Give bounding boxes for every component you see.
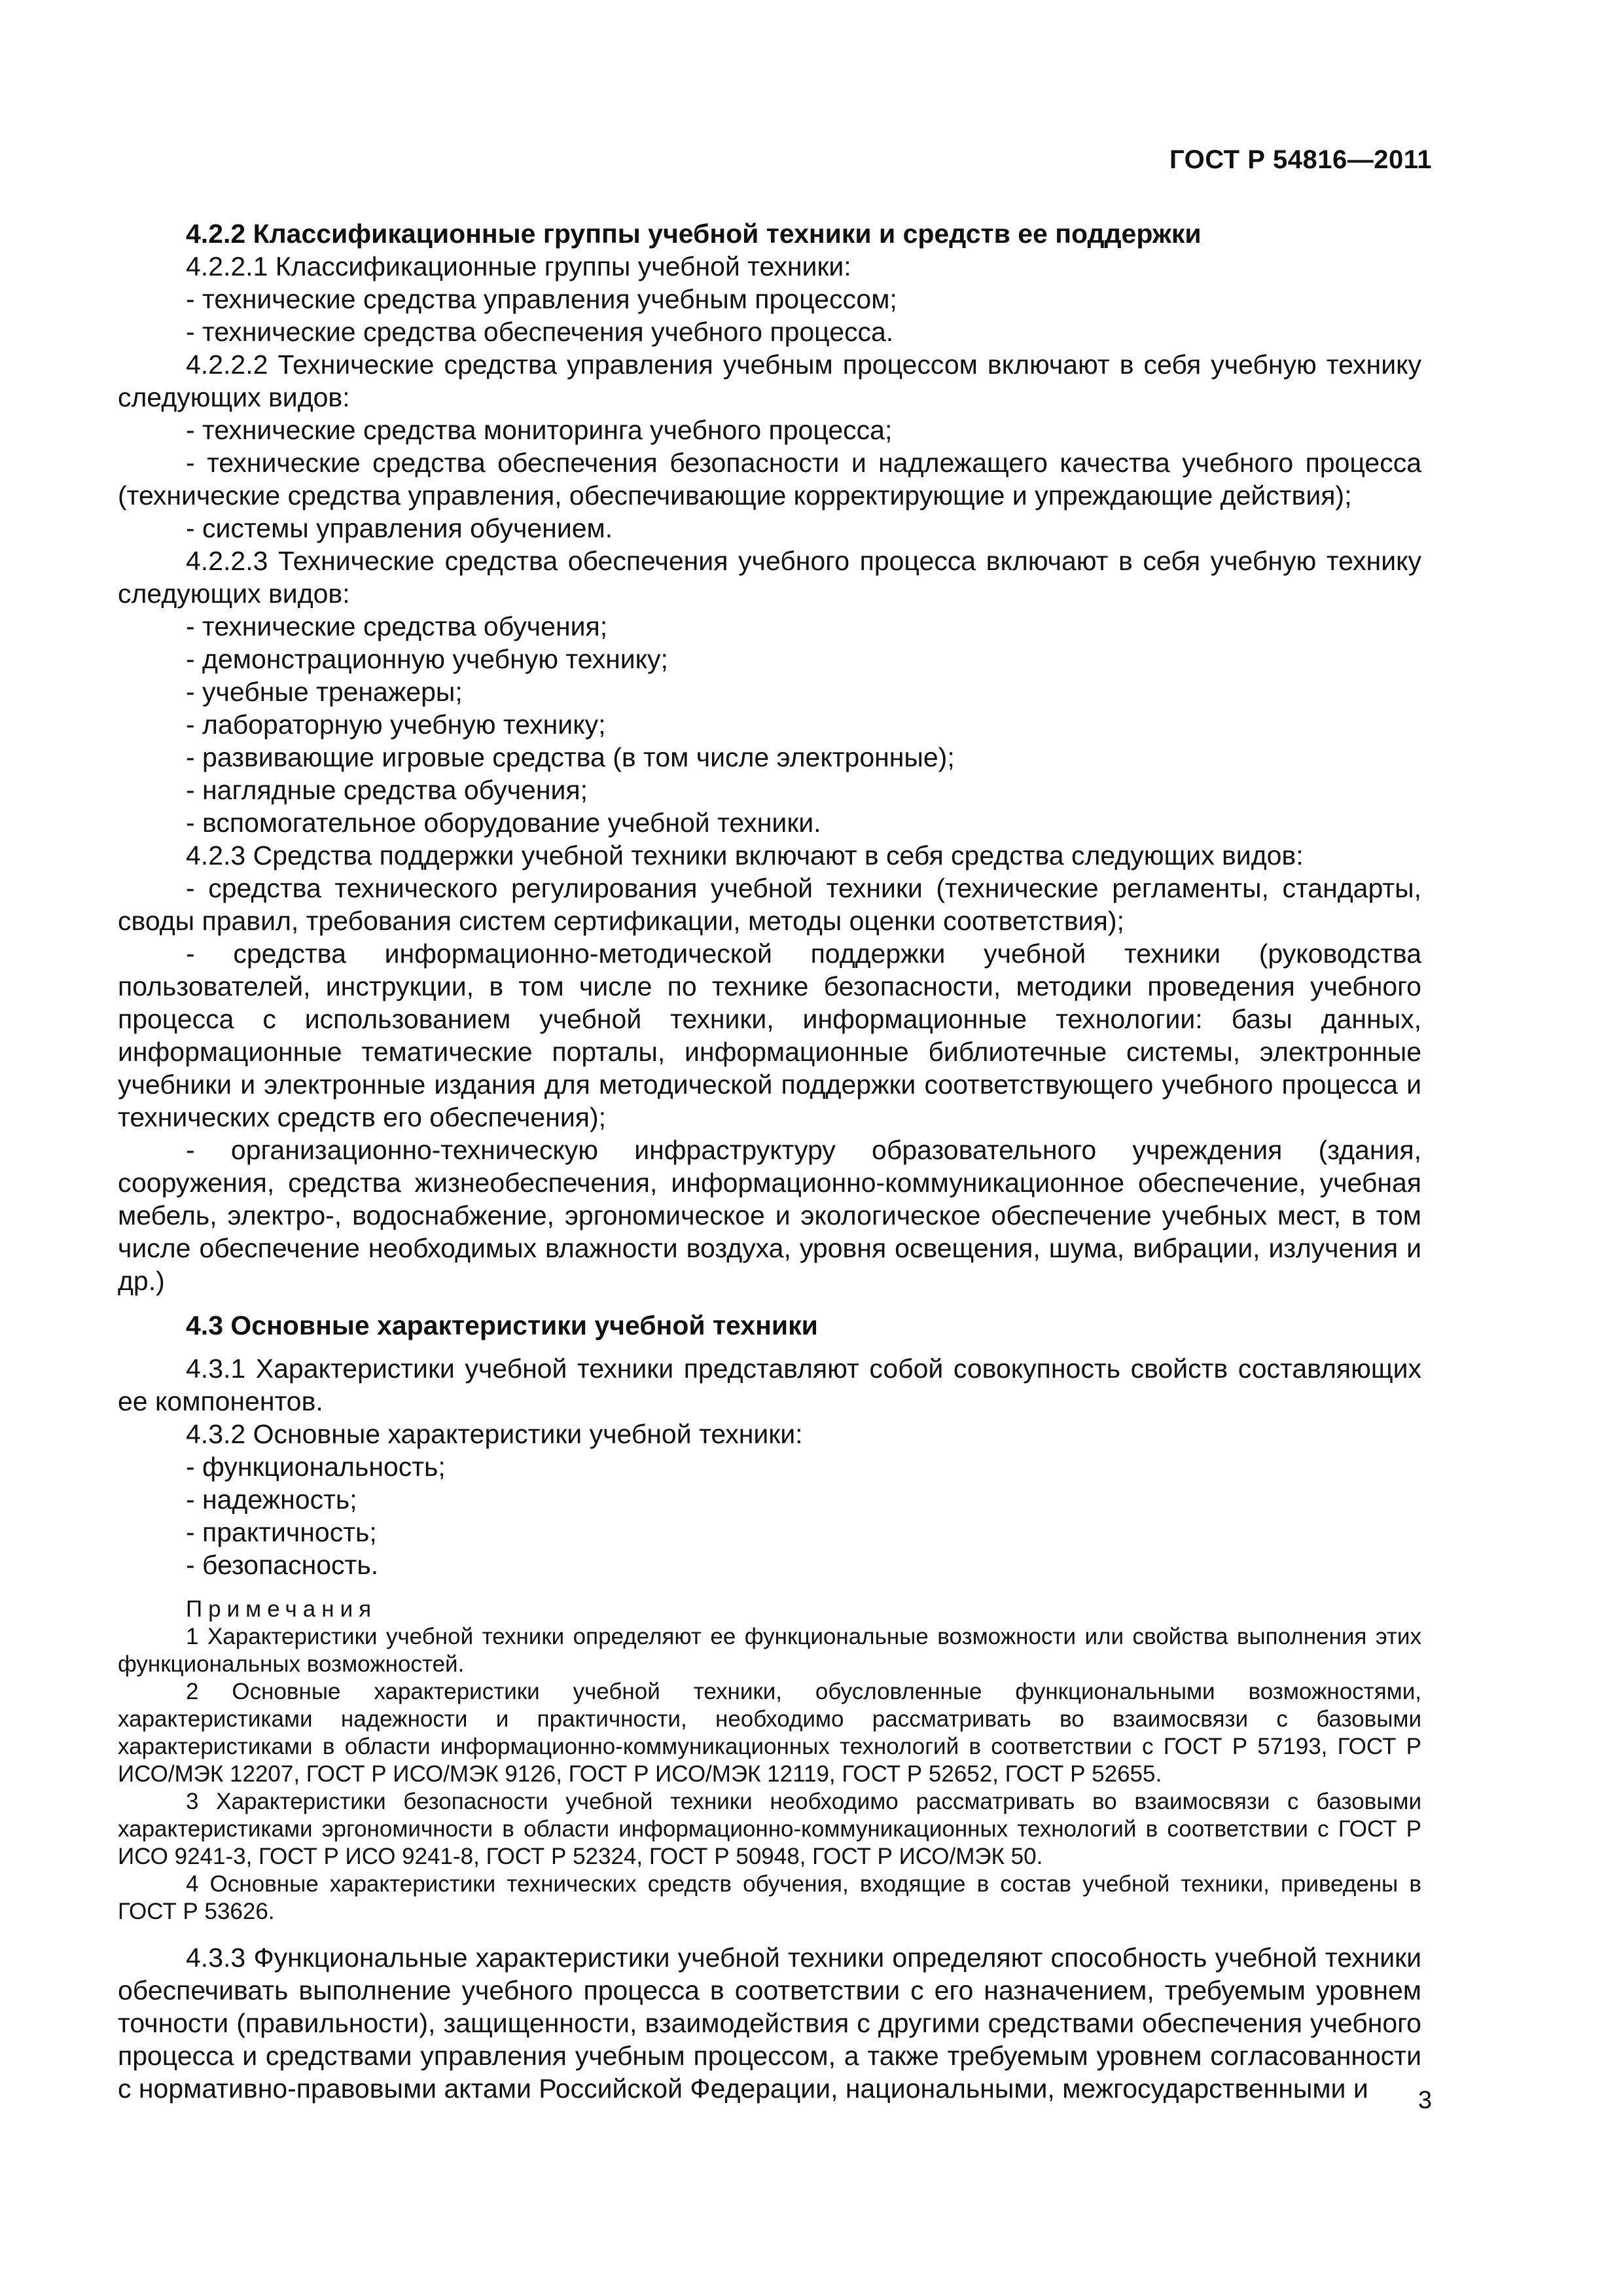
list-item: - практичность;	[186, 1517, 377, 1547]
list-item: - технические средства мониторинга учебного процесса;	[186, 415, 893, 445]
list-item: - лабораторную учебную технику;	[186, 709, 606, 740]
list-item: - безопасность.	[186, 1550, 379, 1580]
list-item: - технические средства обучения;	[186, 611, 608, 641]
list-item: - технические средства обеспечения безопасности и надлежащего качества учебного процесса (технические средства управления, обеспечивающие корректирующие и упреждающие действия);	[118, 448, 1421, 511]
note-item: 1 Характеристики учебной техники определяют ее функциональные возможности или свойства выполнения этих функциональных возможностей.	[118, 1624, 1421, 1677]
paragraph: 4.3.2 Основные характеристики учебной техники:	[186, 1419, 803, 1449]
list-item: - наглядные средства обучения;	[186, 775, 588, 805]
note-item: 3 Характеристики безопасности учебной техники необходимо рассматривать во взаимосвязи с базовыми характеристиками эргономичности в области информационно-коммуникационных технологий в соответствии с ГОСТ Р ИСО 9241-3, ГОСТ Р ИСО 9241-8, ГОСТ Р 52324, ГОСТ Р 50948, ГОСТ Р ИСО/МЭК 50.	[118, 1789, 1421, 1869]
paragraph: 4.2.2.2 Технические средства управления учебным процессом включают в себя учебную технику следующих видов:	[118, 350, 1421, 412]
list-item: - технические средства управления учебным процессом;	[186, 284, 897, 314]
list-item: - средства информационно-методической поддержки учебной техники (руководства пользователей, инструкции, в том числе по технике безопасности, методики проведения учебного процесса с использованием учебной техники, информационные технологии: базы данных, информационные тематические порталы, информационные библиотечные системы, электронные учебники и электронные издания для методической поддержки соответствующего учебного процесса и технических средств его обеспечения);	[118, 939, 1421, 1132]
list-item: - демонстрационную учебную технику;	[186, 644, 668, 674]
notes-block	[118, 1596, 1421, 1926]
note-item: 4 Основные характеристики технических средств обучения, входящие в состав учебной техники, приведены в ГОСТ Р 53626.	[118, 1871, 1421, 1924]
section-heading-4-3: 4.3 Основные характеристики учебной техники	[186, 1310, 818, 1340]
list-item: - средства технического регулирования учебной техники (технические регламенты, стандарты, своды правил, требования систем сертификации, методы оценки соответствия);	[118, 873, 1421, 936]
paragraph: 4.3.1 Характеристики учебной техники представляют собой совокупность свойств составляющих ее компонентов.	[118, 1354, 1421, 1416]
list-item: - надежность;	[186, 1484, 357, 1515]
paragraph: 4.2.3 Средства поддержки учебной техники включают в себя средства следующих видов:	[186, 840, 1304, 870]
paragraph: 4.2.2.3 Технические средства обеспечения учебного процесса включают в себя учебную технику следующих видов:	[118, 546, 1421, 609]
paragraph: 4.3.3 Функциональные характеристики учебной техники определяют способность учебной техники обеспечивать выполнение учебного процесса в соответствии с его назначением, требуемым уровнем точности (правильности), защищенности, взаимодействия с другими средствами обеспечения учебного процесса и средствами управления учебным процессом, а также требуемым уровнем согласованности с нормативно-правовыми актами Российской Федерации, национальными, межгосударственными и	[118, 1943, 1421, 2104]
paragraph: 4.2.2.1 Классификационные группы учебной техники:	[186, 251, 851, 281]
list-item: - организационно-техническую инфраструктуру образовательного учреждения (здания, сооружения, средства жизнеобеспечения, информационно-коммуникационное обеспечение, учебная мебель, электро-, водоснабжение, эргономическое и экологическое обеспечение учебных мест, в том числе обеспечение необходимых влажности воздуха, уровня освещения, шума, вибрации, излучения и др.)	[118, 1135, 1421, 1296]
list-item: - развивающие игровые средства (в том числе электронные);	[186, 742, 955, 772]
document-body	[118, 217, 1421, 2105]
list-item: - технические средства обеспечения учебного процесса.	[186, 317, 894, 347]
section-heading-4-2-2: 4.2.2 Классификационные группы учебной техники и средств ее поддержки	[186, 219, 1202, 249]
list-item: - вспомогательное оборудование учебной техники.	[186, 808, 821, 838]
list-item: - учебные тренажеры;	[186, 677, 463, 707]
notes-title: Примечания	[186, 1596, 378, 1622]
note-item: 2 Основные характеристики учебной техники, обусловленные функциональными возможностями, характеристиками надежности и практичности, необходимо рассматривать во взаимосвязи с базовыми характеристиками в области информационно-коммуникационных технологий в соответствии с ГОСТ Р 57193, ГОСТ Р ИСО/МЭК 12207, ГОСТ Р ИСО/МЭК 9126, ГОСТ Р ИСО/МЭК 12119, ГОСТ Р 52652, ГОСТ Р 52655.	[118, 1679, 1421, 1787]
list-item: - функциональность;	[186, 1452, 446, 1482]
page-number: 3	[1418, 2087, 1432, 2114]
document-code: ГОСТ Р 54816—2011	[1169, 145, 1432, 174]
list-item: - системы управления обучением.	[186, 513, 613, 543]
